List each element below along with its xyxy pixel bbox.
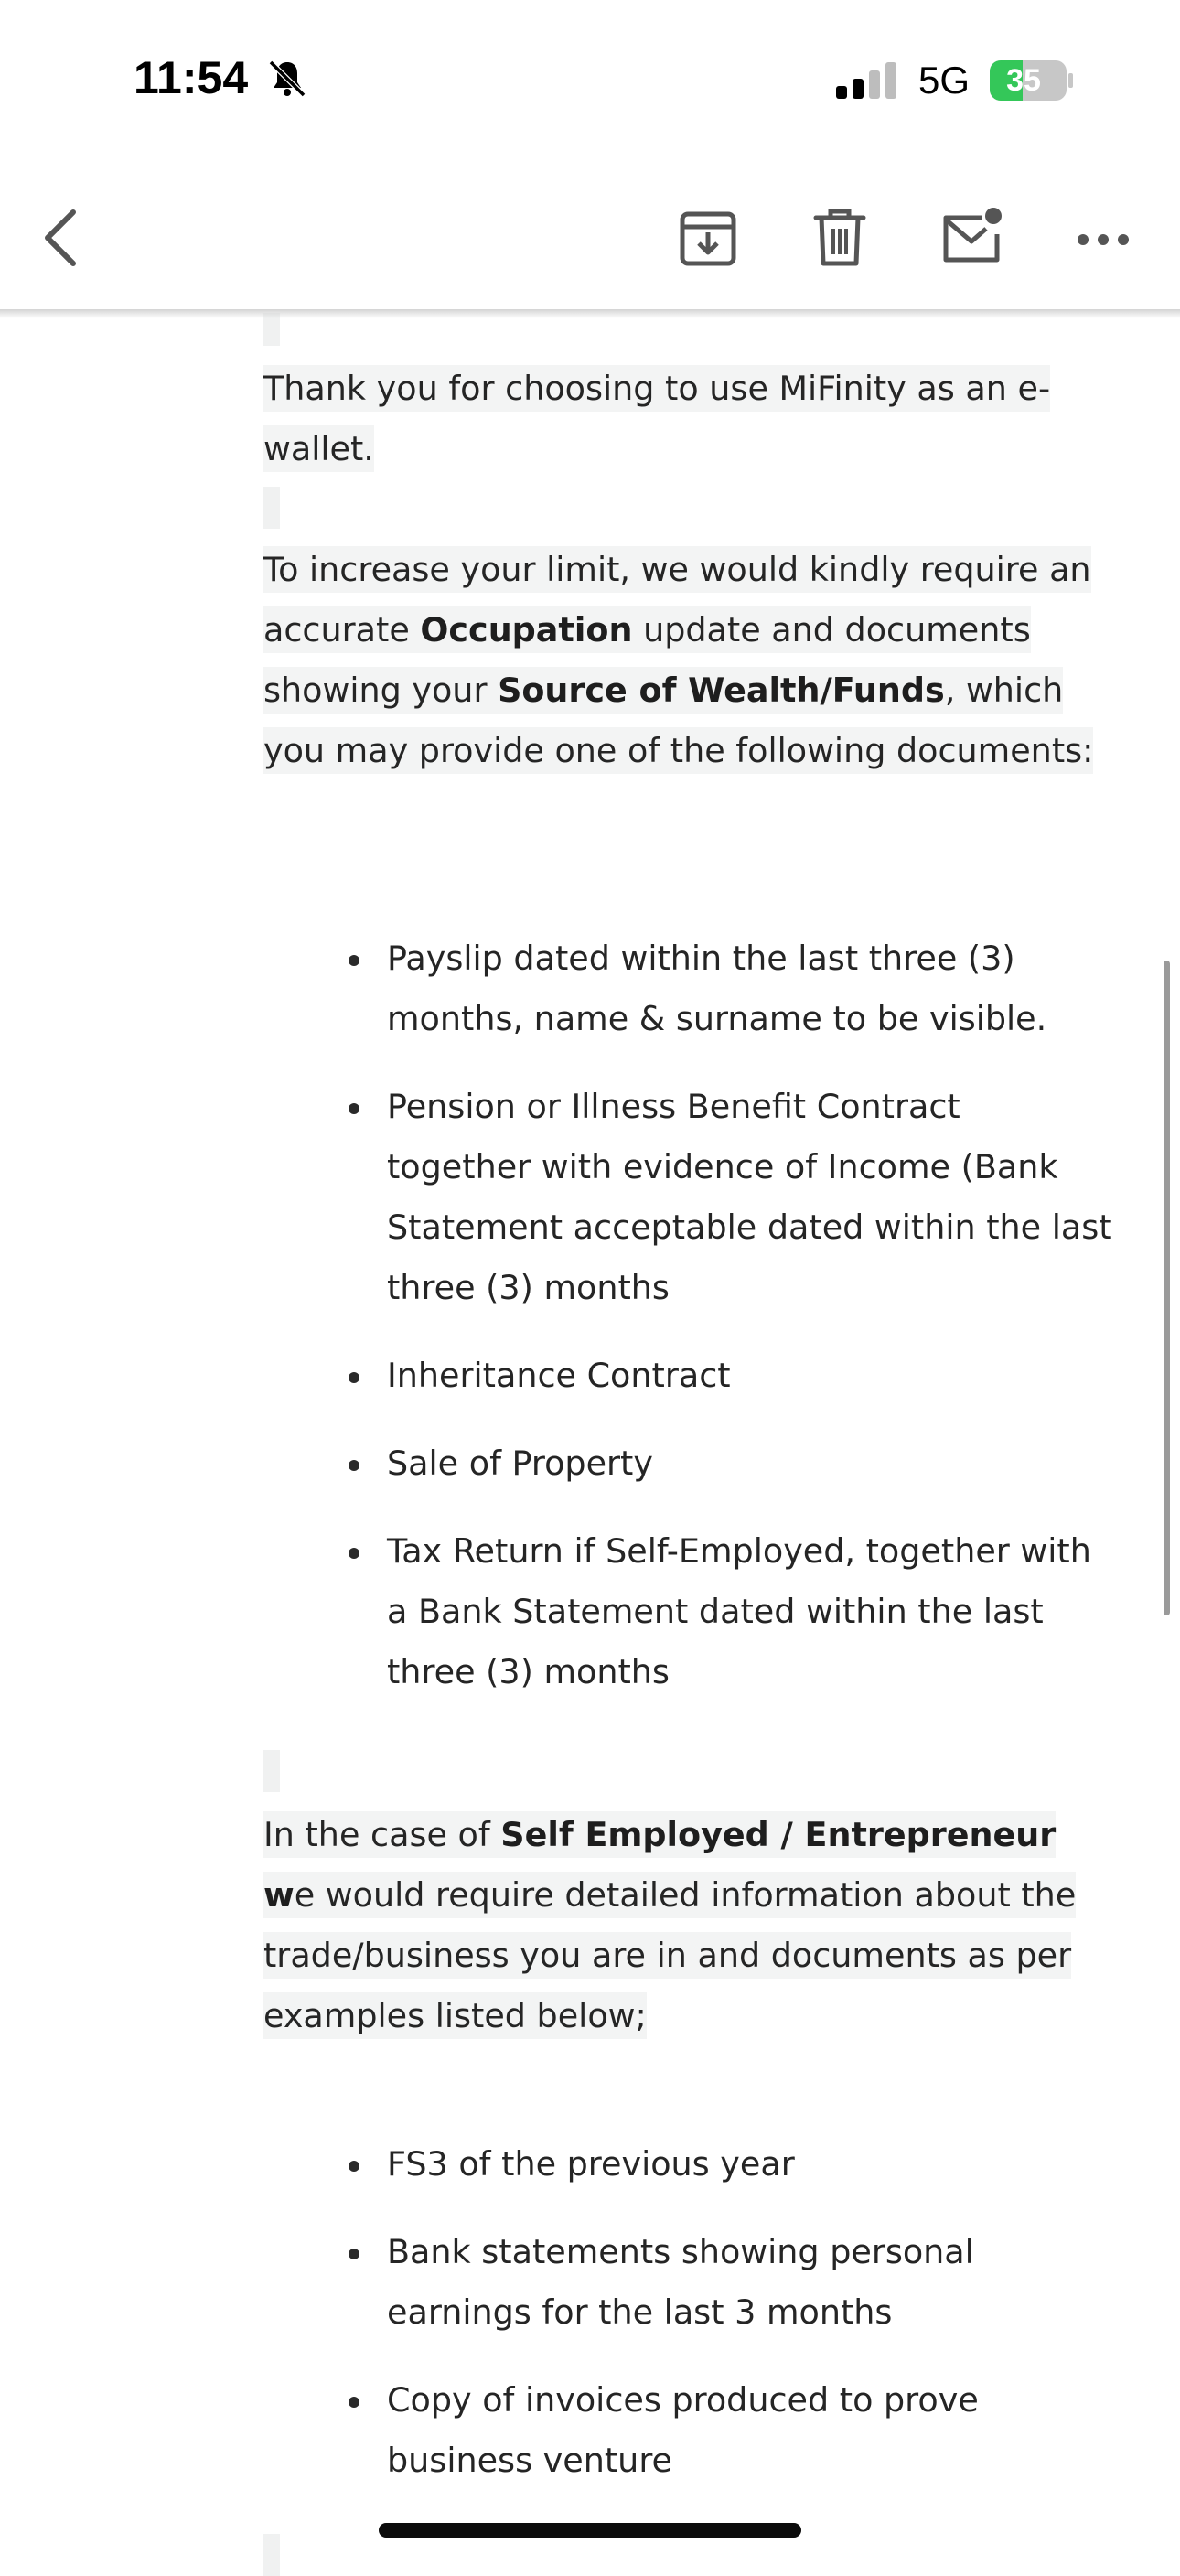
paragraph-thanks: Thank you for choosing to use MiFinity as an e-wallet. <box>263 359 1105 479</box>
spacer-block <box>263 487 280 529</box>
paragraph-limit: To increase your limit, we would kindly require an accurate Occupation update and documents showing your Source of Wealth/Funds, which you may provide one of the following documents: <box>263 540 1105 781</box>
trash-icon <box>805 203 874 273</box>
back-button[interactable] <box>27 203 97 273</box>
list-item: Sale of Property <box>387 1433 1114 1494</box>
signal-icon <box>834 62 900 99</box>
list-item: Bank statements showing personal earnings for the last 3 months <box>387 2222 1114 2343</box>
archive-button[interactable] <box>673 203 743 273</box>
documents-list <box>263 928 1114 1730</box>
mark-unread-icon <box>937 203 1006 273</box>
spacer-block <box>263 2534 280 2576</box>
more-icon <box>1068 203 1138 273</box>
bell-slash-icon <box>265 57 309 101</box>
list-item: Inheritance Contract <box>387 1346 1114 1406</box>
scrollbar[interactable] <box>1164 961 1170 1615</box>
delete-button[interactable] <box>805 203 874 273</box>
spacer-block <box>263 1750 280 1792</box>
more-button[interactable] <box>1068 203 1138 273</box>
clock: 11:54 <box>134 52 249 103</box>
back-chevron-icon <box>27 203 97 273</box>
list-item: Tax Return if Self-Employed, together with a Bank Statement dated within the last three (3) months <box>387 1521 1114 1702</box>
self-employed-documents-list <box>263 2134 1114 2518</box>
network-type: 5G <box>918 59 971 102</box>
archive-icon <box>673 203 743 273</box>
toolbar-divider <box>0 309 1180 318</box>
status-bar <box>0 0 1180 165</box>
list-item: FS3 of the previous year <box>387 2134 1114 2195</box>
mark-unread-button[interactable] <box>937 203 1006 273</box>
paragraph-self-employed: In the case of Self Employed / Entrepreneur we would require detailed information about the trade/business you are in and documents as per examples listed below; <box>263 1805 1105 2046</box>
list-item: Pension or Illness Benefit Contract together with evidence of Income (Bank Statement acceptable dated within the last three (3) months <box>387 1077 1114 1318</box>
list-item: Payslip dated within the last three (3) months, name & surname to be visible. <box>387 928 1114 1049</box>
home-indicator[interactable] <box>379 2523 801 2538</box>
list-item: Copy of invoices produced to prove business venture <box>387 2370 1114 2491</box>
battery-level: 35 <box>1006 63 1041 98</box>
